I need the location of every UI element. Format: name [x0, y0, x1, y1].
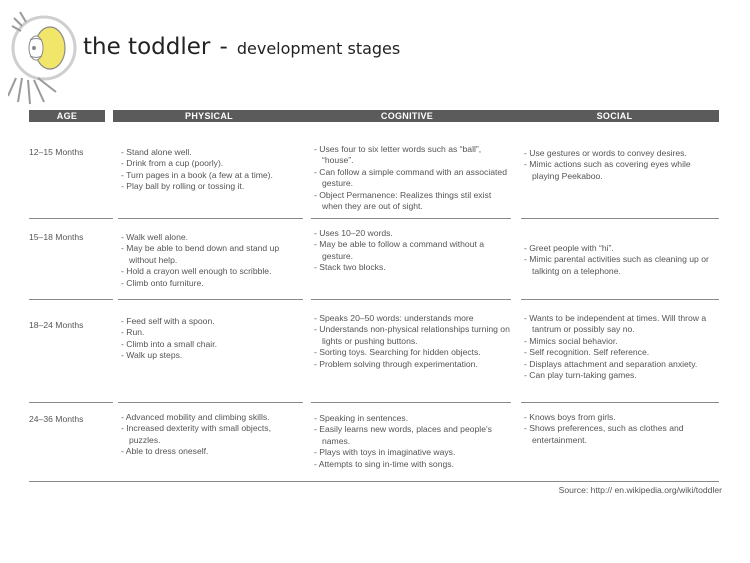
row-physical-list — [118, 147, 303, 193]
title-subtitle: development stages — [236, 39, 401, 58]
list-item: - Easily learns new words, places and people's names. — [311, 424, 511, 447]
row-age: 24–36 Months — [29, 414, 84, 424]
list-item: - Displays attachment and separation anxiety. — [521, 359, 719, 370]
list-item: - Drink from a cup (poorly). — [118, 158, 303, 169]
row-divider — [311, 299, 511, 300]
row-divider — [29, 299, 113, 300]
list-item: - Run. — [118, 327, 303, 338]
row-cognitive-list — [311, 313, 511, 370]
list-item: - Problem solving through experimentation. — [311, 359, 511, 370]
row-divider — [521, 402, 719, 403]
row-cognitive-list — [311, 413, 511, 470]
list-item: - Play ball by rolling or tossing it. — [118, 181, 303, 192]
header-physical: PHYSICAL — [113, 110, 305, 122]
list-item: - Uses four to six letter words such as “ball”, “house”. — [311, 144, 511, 167]
row-cognitive-list — [311, 228, 511, 274]
list-item: - Walk up steps. — [118, 350, 303, 361]
list-item: - Increased dexterity with small objects, puzzles. — [118, 423, 303, 446]
list-item: - Mimics social behavior. — [521, 336, 719, 347]
list-item: - Can follow a simple command with an associated gesture. — [311, 167, 511, 190]
row-divider — [118, 218, 303, 219]
row-age: 18–24 Months — [29, 320, 84, 330]
row-physical-list — [118, 412, 303, 458]
row-divider — [521, 218, 719, 219]
row-physical-list — [118, 316, 303, 362]
list-item: - Able to dress oneself. — [118, 446, 303, 457]
row-social-list — [521, 243, 719, 277]
list-item: - Turn pages in a book (a few at a time). — [118, 170, 303, 181]
list-item: - Speaking in sentences. — [311, 413, 511, 424]
list-item: - Understands non-physical relationships turning on lights or pushing buttons. — [311, 324, 511, 347]
list-item: - Attempts to sing in-time with songs. — [311, 459, 511, 470]
row-divider — [118, 299, 303, 300]
title-main: the toddler — [83, 34, 211, 60]
list-item: - Mimic parental activities such as cleaning up or talkintg on a telephone. — [521, 254, 719, 277]
header-age: AGE — [29, 110, 105, 122]
list-item: - May be able to bend down and stand up without help. — [118, 243, 303, 266]
list-item: - Advanced mobility and climbing skills. — [118, 412, 303, 423]
header-cognitive: COGNITIVE — [304, 110, 510, 122]
list-item: - Speaks 20–50 words: understands more — [311, 313, 511, 324]
row-social-list — [521, 313, 719, 381]
list-item: - Walk well alone. — [118, 232, 303, 243]
row-divider — [311, 402, 511, 403]
list-item: - Feed self with a spoon. — [118, 316, 303, 327]
list-item: - Climb onto furniture. — [118, 278, 303, 289]
header-social: SOCIAL — [510, 110, 719, 122]
row-social-list — [521, 412, 719, 446]
row-divider — [521, 299, 719, 300]
list-item: - Stack two blocks. — [311, 262, 511, 273]
row-age: 15–18 Months — [29, 232, 84, 242]
row-physical-list — [118, 232, 303, 289]
row-divider — [29, 218, 113, 219]
row-divider — [118, 402, 303, 403]
list-item: - Self recognition. Self reference. — [521, 347, 719, 358]
row-cognitive-list — [311, 144, 511, 212]
list-item: - Use gestures or words to convey desires. — [521, 148, 719, 159]
list-item: - Uses 10–20 words. — [311, 228, 511, 239]
list-item: - Climb into a small chair. — [118, 339, 303, 350]
list-item: - Stand alone well. — [118, 147, 303, 158]
list-item: - Shows preferences, such as clothes and entertainment. — [521, 423, 719, 446]
list-item: - Greet people with “hi”. — [521, 243, 719, 254]
list-item: - Object Permanence: Realizes things stil exist when they are out of sight. — [311, 190, 511, 213]
row-age: 12–15 Months — [29, 147, 84, 157]
toddler-logo-icon — [8, 8, 80, 108]
list-item: - Plays with toys in imaginative ways. — [311, 447, 511, 458]
list-item: - Hold a crayon well enough to scribble. — [118, 266, 303, 277]
list-item: - Sorting toys. Searching for hidden objects. — [311, 347, 511, 358]
list-item: - Mimic actions such as covering eyes while playing Peekaboo. — [521, 159, 719, 182]
list-item: - Can play turn-taking games. — [521, 370, 719, 381]
list-item: - Wants to be independent at times. Will throw a tantrum or possibly say no. — [521, 313, 719, 336]
title-separator: - — [219, 34, 228, 60]
row-divider — [29, 402, 113, 403]
table-header — [29, 110, 719, 122]
development-table — [29, 110, 719, 469]
row-social-list — [521, 148, 719, 182]
list-item: - May be able to follow a command without a gesture. — [311, 239, 511, 262]
source-credit: Source: http:// en.wikipedia.org/wiki/toddler — [558, 485, 722, 495]
list-item: - Knows boys from girls. — [521, 412, 719, 423]
row-divider — [311, 218, 511, 219]
page-title — [83, 34, 400, 60]
table-bottom-divider — [29, 481, 719, 482]
